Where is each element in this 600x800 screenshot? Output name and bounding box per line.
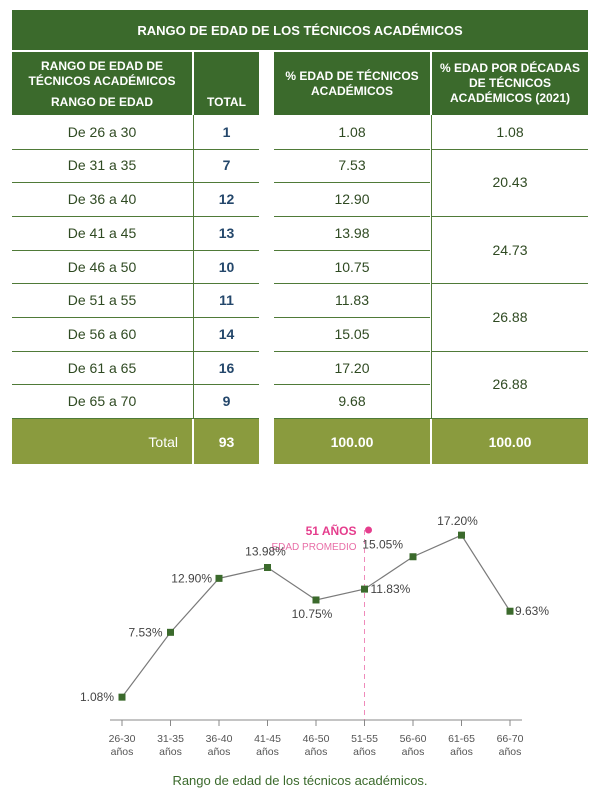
x-tick-label: años: [159, 746, 182, 758]
total-count: 93: [194, 419, 259, 464]
table-cell-range: De 41 a 45: [67, 224, 137, 241]
x-tick-label: 41-45: [254, 733, 281, 745]
table-rule: [12, 149, 259, 150]
table-cell-total: 13: [218, 224, 235, 241]
table-cell-pct: 1.08: [338, 123, 366, 140]
average-subtitle: EDAD PROMEDIO: [271, 542, 357, 553]
table-cell-range: De 26 a 30: [67, 123, 137, 140]
data-point: [410, 553, 417, 560]
data-label: 12.90%: [171, 571, 212, 586]
table-rule: [12, 384, 259, 385]
data-point: [167, 629, 174, 636]
average-title: 51 AÑOS: [305, 524, 357, 538]
x-tick-label: 56-60: [399, 733, 427, 745]
table-cell-total: 14: [218, 325, 235, 342]
table-cell-total: 7: [222, 157, 231, 174]
table-rule: [274, 283, 430, 284]
table-cell-total: 1: [222, 123, 231, 140]
table-title: RANGO DE EDAD DE LOS TÉCNICOS ACADÉMICOS: [12, 10, 588, 50]
table-cell-pct: 11.83: [335, 292, 369, 309]
table-cell-range: De 56 a 60: [67, 325, 137, 342]
col-pct-header: % EDAD DE TÉCNICOS ACADÉMICOS: [274, 52, 430, 115]
table-rule: [432, 216, 588, 217]
x-tick-label: 26-30: [108, 733, 136, 745]
average-dot: [365, 527, 372, 534]
total-pct: 100.00: [274, 419, 430, 464]
data-label: 10.75%: [291, 606, 333, 621]
data-label: 1.08%: [79, 690, 114, 705]
x-tick-label: 66-70: [496, 733, 524, 745]
data-label: 11.83%: [370, 582, 411, 597]
data-point: [119, 694, 126, 701]
data-point: [264, 564, 271, 571]
table-cell-pct: 13.98: [334, 224, 370, 241]
table-cell-pct: 10.75: [334, 258, 370, 275]
total-label: Total: [12, 419, 192, 464]
table-cell-pct: 15.05: [334, 325, 370, 342]
table-cell-range: De 46 a 50: [67, 258, 137, 275]
table-rule: [12, 317, 259, 318]
table-rule: [432, 283, 588, 284]
chart-caption: Rango de edad de los técnicos académicos.: [172, 773, 428, 788]
x-tick-label: 31-35: [157, 733, 184, 745]
table-cell-decade: 24.73: [492, 241, 528, 258]
data-label: 13.98%: [245, 544, 286, 559]
data-label: 9.63%: [515, 604, 550, 619]
data-point: [458, 532, 465, 539]
x-tick-label: 46-50: [302, 733, 330, 745]
table-cell-pct: 12.90: [334, 191, 370, 208]
table-cell-range: De 51 a 55: [67, 292, 137, 309]
table-cell-decade: 20.43: [492, 174, 528, 191]
col-decade-header: % EDAD POR DÉCADAS DE TÉCNICOS ACADÉMICOS (2021): [432, 52, 588, 115]
table-cell-pct: 9.68: [338, 393, 366, 410]
table-rule: [274, 250, 430, 251]
data-point: [216, 575, 223, 582]
data-point: [507, 608, 514, 615]
table-rule: [12, 216, 259, 217]
table-cell-total: 10: [218, 258, 235, 275]
table-cell-range: De 31 a 35: [67, 157, 137, 174]
x-tick-label: años: [498, 746, 522, 758]
x-tick-label: años: [110, 746, 134, 758]
table-cell-pct: 17.20: [334, 359, 370, 376]
table-rule: [432, 351, 588, 352]
table-cell-decade: 1.08: [496, 123, 524, 140]
table-rule: [274, 351, 430, 352]
data-point: [361, 586, 368, 593]
table-rule: [193, 115, 194, 418]
x-tick-label: años: [353, 746, 376, 758]
table-cell-pct: 7.53: [338, 157, 366, 174]
table-rule: [12, 283, 259, 284]
table-rule: [12, 351, 259, 352]
col-range-header: RANGO DE EDAD: [12, 90, 192, 115]
x-tick-label: 36-40: [205, 733, 233, 745]
x-tick-label: 51-55: [351, 733, 378, 745]
x-tick-label: años: [401, 746, 425, 758]
table-cell-total: 16: [218, 359, 235, 376]
table-rule: [274, 384, 430, 385]
x-tick-label: años: [256, 746, 279, 758]
table-rule: [432, 149, 588, 150]
data-label: 17.20%: [437, 514, 478, 529]
table-cell-decade: 26.88: [492, 309, 528, 325]
age-range-line-chart: [0, 505, 600, 800]
data-label: 7.53%: [128, 625, 163, 640]
data-point: [313, 596, 320, 603]
table-rule: [431, 115, 432, 418]
table-cell-total: 9: [222, 393, 231, 410]
table-rule: [274, 317, 430, 318]
table-rule: [274, 216, 430, 217]
table-cell-range: De 36 a 40: [67, 191, 137, 208]
table-rule: [274, 149, 430, 150]
x-tick-label: años: [207, 746, 231, 758]
age-range-table: [12, 10, 588, 464]
table-rule: [12, 182, 259, 183]
table-cell-decade: 26.88: [492, 376, 528, 393]
x-tick-label: años: [304, 746, 328, 758]
total-decade: 100.00: [432, 419, 588, 464]
table-cell-range: De 65 a 70: [67, 393, 137, 410]
group-header: RANGO DE EDAD DE TÉCNICOS ACADÉMICOS: [12, 52, 192, 96]
table-cell-total: 12: [218, 191, 235, 208]
x-tick-label: 61-65: [448, 733, 475, 745]
table-rule: [12, 250, 259, 251]
data-label: 15.05%: [362, 537, 403, 552]
col-total-header: TOTAL: [194, 90, 259, 115]
x-tick-label: años: [450, 746, 473, 758]
table-cell-total: 11: [219, 292, 234, 309]
table-rule: [274, 182, 430, 183]
table-cell-range: De 61 a 65: [67, 359, 137, 376]
